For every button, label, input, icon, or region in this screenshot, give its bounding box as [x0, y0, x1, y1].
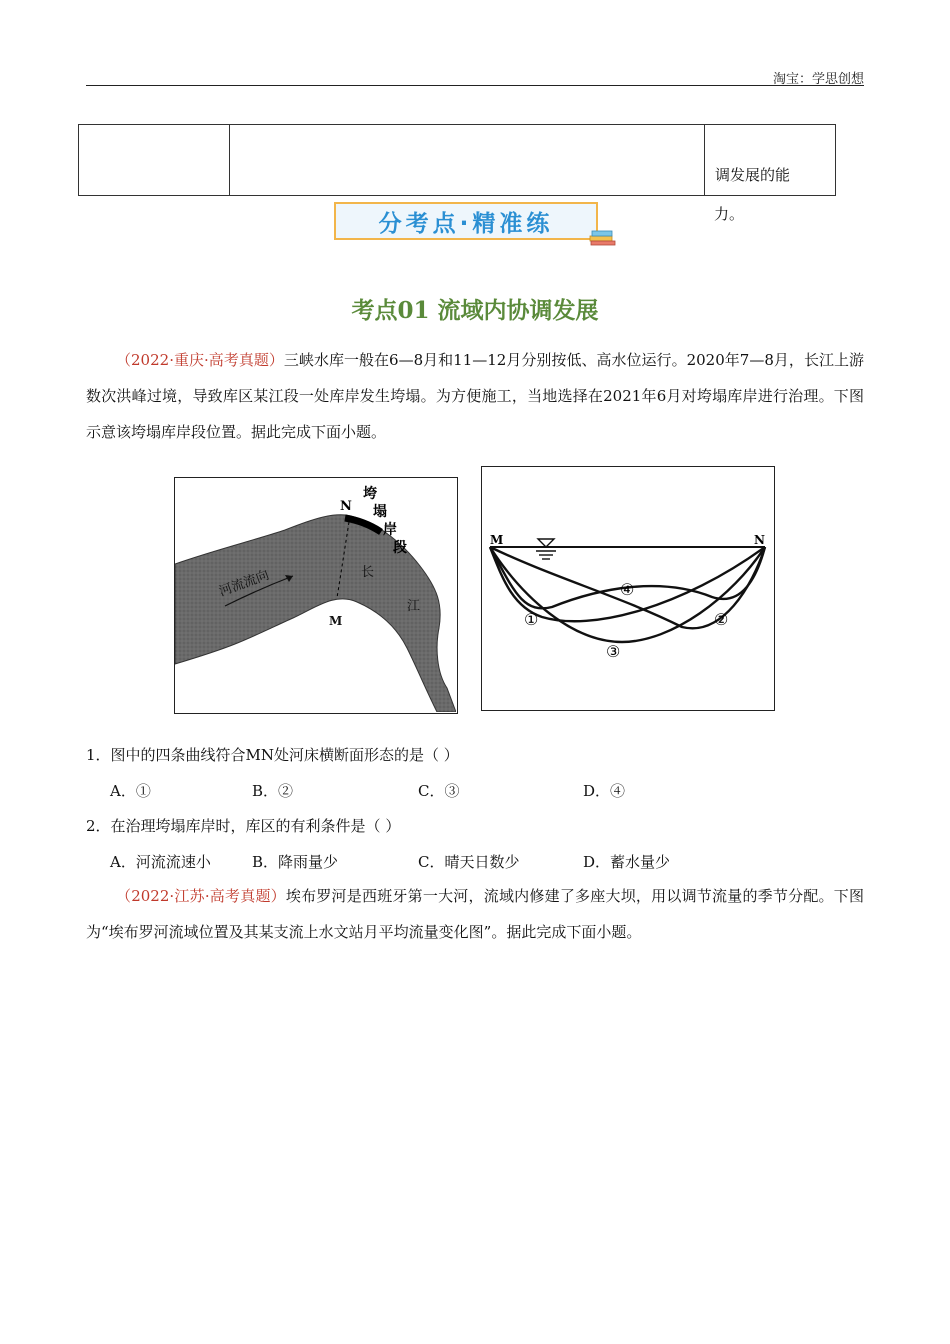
river-char-jiang: 江	[407, 599, 421, 614]
problem1-paragraph	[86, 342, 864, 450]
question-1-option-a[interactable]: A．①	[110, 782, 151, 800]
section-title: 考点01 流域内协调发展	[351, 297, 599, 324]
question-2-stem: 2．在治理垮塌库岸时，库区的有利条件是（ ）	[86, 817, 401, 835]
map-label-n: N	[340, 499, 352, 514]
table-overflow-text: 力。	[714, 205, 745, 223]
section-label-n: N	[754, 533, 765, 547]
curve-label-2: ②	[714, 610, 729, 629]
problem2-paragraph	[86, 878, 864, 950]
table-cell-text: 调发展的能	[715, 166, 791, 184]
curve-label-1: ①	[524, 610, 539, 629]
books-icon	[588, 224, 616, 246]
curve-label-4: ④	[620, 580, 635, 599]
collapse-char-2: 塌	[373, 504, 387, 520]
question-2-option-a[interactable]: A．河流流速小	[110, 853, 211, 871]
section-label-m: M	[490, 533, 504, 547]
cross-section-figure	[481, 466, 775, 711]
question-1-stem: 1．图中的四条曲线符合MN处河床横断面形态的是（ ）	[86, 746, 459, 764]
practice-banner: 分考点·精准练	[334, 202, 598, 240]
problem1-source: （2022·重庆·高考真题）	[116, 351, 284, 369]
flow-direction-label: 河流流向	[217, 567, 272, 600]
question-1-option-c[interactable]: C．③	[418, 782, 460, 800]
question-2-option-c[interactable]: C．晴天日数少	[418, 853, 520, 871]
problem2-source: （2022·江苏·高考真题）	[116, 887, 286, 905]
question-1-option-d[interactable]: D．④	[583, 782, 626, 800]
collapse-char-4: 段	[393, 540, 407, 556]
problem1-text: 三峡水库一般在6—8月和11—12月分别按低、高水位运行。2020年7—8月，长江上游数次洪峰过境，导致库区某江段一处库岸发生垮塌。为方便施工，当地选择在2021年6月对垮塌库岸进行治理。下图示意该垮塌库岸段位置。据此完成下面小题。	[86, 351, 864, 441]
question-2-option-d[interactable]: D．蓄水量少	[583, 853, 671, 871]
question-2-option-b[interactable]: B．降雨量少	[252, 853, 339, 871]
collapse-char-3: 岸	[383, 522, 397, 538]
top-table	[78, 124, 836, 196]
river-char-chang: 长	[361, 565, 375, 580]
table-cell-2	[230, 125, 705, 196]
header-rule	[86, 85, 864, 86]
collapse-char-1: 垮	[363, 486, 377, 502]
header-text: 淘宝：学思创想	[772, 72, 864, 87]
table-cell-1	[79, 125, 230, 196]
problem2-text: 埃布罗河是西班牙第一大河，流域内修建了多座大坝，用以调节流量的季节分配。下图为“埃布罗河流域位置及其某支流上水文站月平均流量变化图”。据此完成下面小题。	[86, 887, 864, 941]
map-label-m: M	[329, 614, 343, 628]
river-map-figure	[174, 477, 458, 714]
curve-label-3: ③	[606, 642, 621, 661]
table-cell-3	[705, 125, 836, 196]
water-level-symbol	[536, 539, 556, 559]
question-1-option-b[interactable]: B．②	[252, 782, 294, 800]
